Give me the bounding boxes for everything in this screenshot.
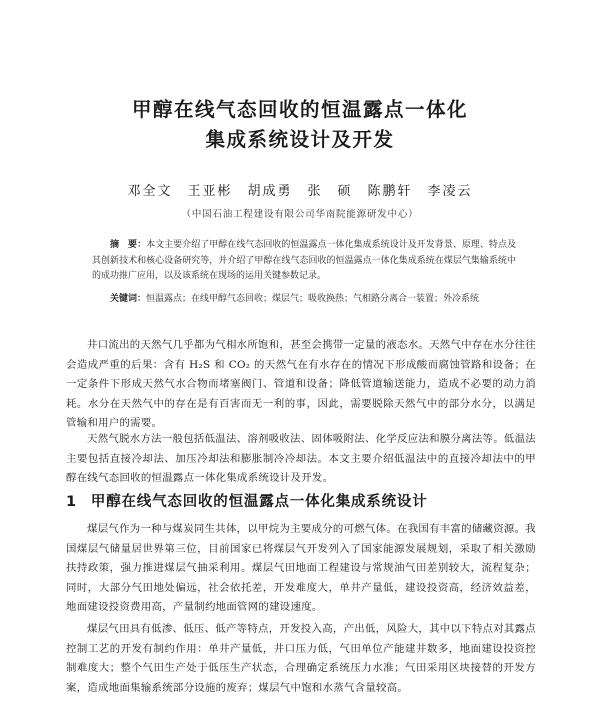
- intro-paragraph-1: 井口流出的天然气几乎都为气相水所饱和，甚至会携带一定量的液态水。天然气中存在水分往往会造成严重的后果：含有 H₂S 和 CO₂ 的天然气在有水存在的情况下形成酸而腐蚀管路和设备；在一定条件下形成天然气水合物而堵塞阀门、管道和设备；降低管道输送能力，造成不必要的动力消耗。水分在天然气中的存在是有百害而无一利的事，因此，需要脱除天然气中的部分水分，以满足管输和用户的需要。: [66, 339, 537, 429]
- abstract-label: 摘 要：: [110, 240, 147, 250]
- keywords-text: 恒温露点；在线甲醇气态回收；煤层气；吸收换热；气相路分离合一装置；外冷系统: [146, 294, 480, 304]
- title-line-1: 甲醇在线气态回收的恒温露点一体化: [131, 98, 468, 121]
- author-list: 邓全文 王亚彬 胡成勇 张 硕 陈鹏轩 李凌云: [127, 184, 473, 199]
- abstract-text: 本文主要介绍了甲醇在线气态回收的恒温露点一体化集成系统设计及开发背景、原理、特点及其创新技术和核心设备研究等，并介绍了甲醇在线气态回收的恒温露点一体化集成系统在煤层气集输系统中的成功推广应用，以及该系统在现场的运用关键参数记录。: [92, 240, 516, 281]
- keywords-label: 关键词：: [110, 294, 147, 304]
- abstract: [92, 238, 516, 285]
- section-1-paragraph-2: 煤层气田具有低渗、低压、低产等特点，开发投入高，产出低，风险大，其中以下特点对其露点控制工艺的开发有制约作用：单井产量低，井口压力低，气田单位产能建井数多，地面建设投资控制难度大；整个气田生产处于低压生产状态，合理确定系统压力水准；气田采用区块接替的开发方案，造成地面集输系统部分设施的废弃；煤层气中饱和水蒸气含量较高。: [66, 623, 537, 694]
- title-line-2: 集成系统设计及开发: [205, 128, 395, 151]
- section-1-paragraph-1: 煤层气作为一种与煤炭同生共体，以甲烷为主要成分的可燃气体。在我国有丰富的储藏资源。我国煤层气储量居世界第三位，目前国家已将煤层气开发列入了国家能源发展规划，采取了相关激励扶持政策，强力推进煤层气抽采利用。煤层气田地面工程建设与常规油气田差别较大，流程复杂；同时，大部分气田地处偏远，社会依托差，开发难度大，单井产量低，建设投资高，经济效益差，地面建设投资费用高，产量制约地面管网的建设速度。: [66, 523, 537, 613]
- section-1-number: 1: [66, 494, 77, 510]
- paper-title: [60, 95, 540, 155]
- keywords: [92, 292, 516, 308]
- intro-paragraph-2: 天然气脱水方法一般包括低温法、溶剂吸收法、固体吸附法、化学反应法和膜分离法等。低温法主要包括直接冷却法、加压冷却法和膨胀制冷冷却法。本文主要介绍低温法中的直接冷却法中的甲醇在线气态回收的恒温露点一体化集成系统设计及开发。: [66, 433, 537, 484]
- section-1-title: 甲醇在线气态回收的恒温露点一体化集成系统设计: [90, 494, 428, 510]
- author-affiliation: （中国石油工程建设有限公司华南院能源研发中心）: [181, 209, 419, 220]
- section-1-heading: [66, 490, 428, 511]
